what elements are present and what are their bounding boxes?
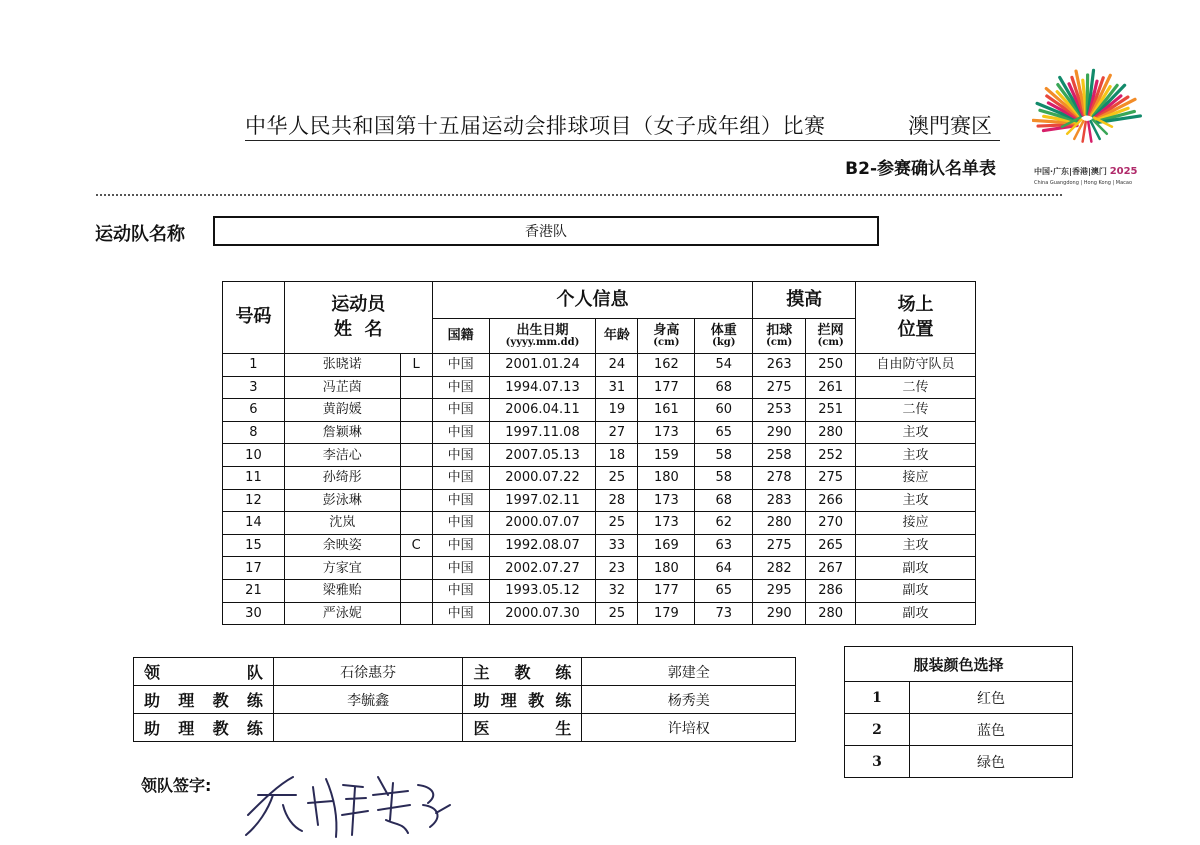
staff-row — [134, 658, 796, 686]
player-position: 接应 — [856, 466, 976, 489]
player-height: 173 — [638, 489, 695, 512]
player-nationality: 中国 — [432, 421, 489, 444]
staff-role-right — [463, 686, 582, 714]
staff-row — [134, 714, 796, 742]
staff-table — [133, 657, 796, 742]
header-number: 号码 — [223, 282, 285, 354]
player-dob: 2000.07.22 — [489, 466, 596, 489]
roster-header-row-1 — [223, 282, 976, 319]
player-role-mark — [400, 444, 432, 467]
player-nationality: 中国 — [432, 557, 489, 580]
staff-role-char: 理 — [500, 691, 517, 710]
logo-ray — [1088, 122, 1091, 142]
header-weight: 体重 (kg) — [695, 319, 753, 354]
uniform-option-color: 绿色 — [910, 746, 1073, 778]
player-name: 詹颖琳 — [284, 421, 400, 444]
player-age: 24 — [596, 354, 638, 377]
player-role-mark: L — [400, 354, 432, 377]
uniform-color-table — [844, 646, 1073, 778]
uniform-title: 服装颜色选择 — [845, 647, 1073, 682]
header-height: 身高 (cm) — [638, 319, 695, 354]
form-code: B2-参赛确认名单表 — [845, 159, 996, 179]
staff-role-char: 理 — [178, 719, 195, 738]
staff-role-left — [134, 714, 274, 742]
player-role-mark — [400, 466, 432, 489]
staff-role-char: 队 — [246, 663, 263, 682]
player-age: 28 — [596, 489, 638, 512]
player-height: 173 — [638, 421, 695, 444]
roster-row — [223, 579, 976, 602]
header-spike: 扣球 (cm) — [753, 319, 806, 354]
document-title: 中华人民共和国第十五届运动会排球项目（女子成年组）比赛 — [245, 114, 826, 138]
player-dob: 1992.08.07 — [489, 534, 596, 557]
player-name: 张晓诺 — [284, 354, 400, 377]
staff-role-right — [463, 714, 582, 742]
player-dob: 2000.07.30 — [489, 602, 596, 625]
player-height: 180 — [638, 557, 695, 580]
roster-row — [223, 444, 976, 467]
staff-role-char: 教 — [212, 719, 229, 738]
title-underline — [245, 140, 1000, 141]
player-block-reach: 280 — [806, 421, 856, 444]
staff-role-char: 练 — [555, 691, 572, 710]
staff-role-char: 领 — [144, 663, 161, 682]
player-number: 21 — [223, 579, 285, 602]
staff-name-right: 许培权 — [582, 714, 796, 742]
header-dob: 出生日期 (yyyy.mm.dd) — [489, 319, 596, 354]
header-athlete-name: 运动员 姓 名 — [284, 282, 432, 354]
player-name: 梁雅贻 — [284, 579, 400, 602]
player-block-reach: 250 — [806, 354, 856, 377]
player-position: 副攻 — [856, 602, 976, 625]
staff-name-right: 杨秀美 — [582, 686, 796, 714]
player-role-mark — [400, 557, 432, 580]
player-spike-reach: 275 — [753, 376, 806, 399]
player-spike-reach: 263 — [753, 354, 806, 377]
player-spike-reach: 278 — [753, 466, 806, 489]
staff-role-char: 助 — [144, 691, 161, 710]
player-age: 19 — [596, 399, 638, 422]
player-spike-reach: 295 — [753, 579, 806, 602]
player-number: 8 — [223, 421, 285, 444]
player-name: 孙绮彤 — [284, 466, 400, 489]
staff-role-char: 教 — [514, 663, 531, 682]
player-role-mark — [400, 602, 432, 625]
player-weight: 54 — [695, 354, 753, 377]
player-block-reach: 261 — [806, 376, 856, 399]
player-role-mark — [400, 512, 432, 535]
player-dob: 2006.04.11 — [489, 399, 596, 422]
player-nationality: 中国 — [432, 534, 489, 557]
player-nationality: 中国 — [432, 399, 489, 422]
roster-row — [223, 421, 976, 444]
player-role-mark: C — [400, 534, 432, 557]
roster-row — [223, 489, 976, 512]
player-nationality: 中国 — [432, 579, 489, 602]
player-age: 31 — [596, 376, 638, 399]
player-block-reach: 266 — [806, 489, 856, 512]
uniform-option-number: 1 — [845, 682, 910, 714]
player-age: 23 — [596, 557, 638, 580]
player-weight: 68 — [695, 489, 753, 512]
player-dob: 1997.02.11 — [489, 489, 596, 512]
player-age: 33 — [596, 534, 638, 557]
roster-row — [223, 399, 976, 422]
player-number: 10 — [223, 444, 285, 467]
player-spike-reach: 282 — [753, 557, 806, 580]
player-position: 主攻 — [856, 489, 976, 512]
player-dob: 1994.07.13 — [489, 376, 596, 399]
staff-role-char: 理 — [178, 691, 195, 710]
roster-table — [222, 281, 976, 625]
staff-role-char: 教 — [212, 691, 229, 710]
player-nationality: 中国 — [432, 444, 489, 467]
player-weight: 58 — [695, 444, 753, 467]
roster-row — [223, 466, 976, 489]
player-age: 25 — [596, 602, 638, 625]
player-spike-reach: 275 — [753, 534, 806, 557]
player-block-reach: 265 — [806, 534, 856, 557]
player-position: 二传 — [856, 399, 976, 422]
games-logo — [1032, 62, 1142, 166]
player-name: 余映姿 — [284, 534, 400, 557]
player-weight: 68 — [695, 376, 753, 399]
staff-role-char: 生 — [555, 719, 572, 738]
uniform-option-row — [845, 714, 1073, 746]
player-block-reach: 286 — [806, 579, 856, 602]
uniform-option-color: 红色 — [910, 682, 1073, 714]
player-height: 159 — [638, 444, 695, 467]
uniform-option-color: 蓝色 — [910, 714, 1073, 746]
player-height: 180 — [638, 466, 695, 489]
header-personal-info: 个人信息 — [432, 282, 753, 319]
player-block-reach: 280 — [806, 602, 856, 625]
player-position: 二传 — [856, 376, 976, 399]
player-number: 3 — [223, 376, 285, 399]
player-position: 主攻 — [856, 421, 976, 444]
header-nationality: 国籍 — [432, 319, 489, 354]
player-dob: 1997.11.08 — [489, 421, 596, 444]
logo-ray — [1083, 122, 1086, 142]
header-position: 场上 位置 — [856, 282, 976, 354]
player-dob: 1993.05.12 — [489, 579, 596, 602]
staff-role-char: 练 — [555, 663, 572, 682]
player-age: 18 — [596, 444, 638, 467]
player-name: 严泳妮 — [284, 602, 400, 625]
player-position: 副攻 — [856, 557, 976, 580]
player-nationality: 中国 — [432, 489, 489, 512]
player-spike-reach: 283 — [753, 489, 806, 512]
player-name: 彭泳琳 — [284, 489, 400, 512]
player-role-mark — [400, 579, 432, 602]
player-height: 177 — [638, 376, 695, 399]
staff-name-left — [273, 714, 463, 742]
uniform-header-row — [845, 647, 1073, 682]
player-height: 179 — [638, 602, 695, 625]
player-weight: 62 — [695, 512, 753, 535]
staff-role-left — [134, 658, 274, 686]
player-position: 自由防守队员 — [856, 354, 976, 377]
staff-role-char: 医 — [473, 719, 490, 738]
player-spike-reach: 253 — [753, 399, 806, 422]
handwritten-signature — [238, 765, 458, 840]
staff-role-char: 练 — [246, 691, 263, 710]
player-number: 15 — [223, 534, 285, 557]
roster-row — [223, 354, 976, 377]
player-weight: 65 — [695, 579, 753, 602]
uniform-option-number: 3 — [845, 746, 910, 778]
player-weight: 58 — [695, 466, 753, 489]
player-position: 副攻 — [856, 579, 976, 602]
player-dob: 2001.01.24 — [489, 354, 596, 377]
player-height: 177 — [638, 579, 695, 602]
player-number: 6 — [223, 399, 285, 422]
player-role-mark — [400, 399, 432, 422]
player-name: 沈岚 — [284, 512, 400, 535]
player-height: 161 — [638, 399, 695, 422]
header-age: 年龄 — [596, 319, 638, 354]
uniform-option-row — [845, 682, 1073, 714]
header-reach: 摸高 — [753, 282, 856, 319]
player-block-reach: 275 — [806, 466, 856, 489]
player-name: 冯芷茵 — [284, 376, 400, 399]
player-block-reach: 252 — [806, 444, 856, 467]
player-block-reach: 270 — [806, 512, 856, 535]
staff-name-left: 石徐惠芬 — [273, 658, 463, 686]
player-position: 主攻 — [856, 444, 976, 467]
player-weight: 65 — [695, 421, 753, 444]
player-number: 17 — [223, 557, 285, 580]
player-height: 169 — [638, 534, 695, 557]
roster-row — [223, 557, 976, 580]
player-dob: 2002.07.27 — [489, 557, 596, 580]
region-label: 澳門赛区 — [908, 114, 992, 138]
player-nationality: 中国 — [432, 354, 489, 377]
player-nationality: 中国 — [432, 512, 489, 535]
player-height: 162 — [638, 354, 695, 377]
staff-role-char: 助 — [144, 719, 161, 738]
player-name: 黄韵媛 — [284, 399, 400, 422]
roster-row — [223, 376, 976, 399]
player-number: 12 — [223, 489, 285, 512]
player-age: 25 — [596, 466, 638, 489]
player-number: 11 — [223, 466, 285, 489]
staff-role-char: 助 — [473, 691, 490, 710]
logo-caption: 中国·广东|香港|澳门 2025 China Guangdong | Hong Kong | Macao — [1034, 166, 1138, 186]
staff-name-right: 郭建全 — [582, 658, 796, 686]
player-spike-reach: 290 — [753, 602, 806, 625]
player-spike-reach: 290 — [753, 421, 806, 444]
uniform-option-number: 2 — [845, 714, 910, 746]
player-nationality: 中国 — [432, 466, 489, 489]
player-block-reach: 267 — [806, 557, 856, 580]
player-nationality: 中国 — [432, 602, 489, 625]
player-position: 接应 — [856, 512, 976, 535]
player-number: 14 — [223, 512, 285, 535]
team-name-field — [213, 216, 879, 246]
staff-row — [134, 686, 796, 714]
staff-name-left: 李毓鑫 — [273, 686, 463, 714]
player-spike-reach: 258 — [753, 444, 806, 467]
player-dob: 2007.05.13 — [489, 444, 596, 467]
dotted-divider — [96, 194, 1062, 196]
player-role-mark — [400, 421, 432, 444]
player-number: 1 — [223, 354, 285, 377]
player-age: 27 — [596, 421, 638, 444]
player-name: 方家宜 — [284, 557, 400, 580]
logo-ray — [1038, 124, 1077, 126]
team-name-value: 香港队 — [525, 224, 567, 240]
roster-row — [223, 602, 976, 625]
uniform-option-row — [845, 746, 1073, 778]
player-age: 25 — [596, 512, 638, 535]
player-nationality: 中国 — [432, 376, 489, 399]
player-weight: 64 — [695, 557, 753, 580]
team-name-label: 运动队名称 — [95, 224, 185, 245]
roster-row — [223, 512, 976, 535]
player-number: 30 — [223, 602, 285, 625]
staff-role-left — [134, 686, 274, 714]
player-height: 173 — [638, 512, 695, 535]
player-spike-reach: 280 — [753, 512, 806, 535]
signature-label: 领队签字: — [141, 776, 212, 795]
staff-role-right — [463, 658, 582, 686]
player-position: 主攻 — [856, 534, 976, 557]
staff-role-char: 主 — [473, 663, 490, 682]
player-weight: 63 — [695, 534, 753, 557]
player-weight: 73 — [695, 602, 753, 625]
player-name: 李洁心 — [284, 444, 400, 467]
header-block: 拦网 (cm) — [806, 319, 856, 354]
player-role-mark — [400, 376, 432, 399]
player-block-reach: 251 — [806, 399, 856, 422]
player-weight: 60 — [695, 399, 753, 422]
player-role-mark — [400, 489, 432, 512]
staff-role-char: 练 — [246, 719, 263, 738]
player-age: 32 — [596, 579, 638, 602]
roster-row — [223, 534, 976, 557]
player-dob: 2000.07.07 — [489, 512, 596, 535]
staff-role-char: 教 — [528, 691, 545, 710]
